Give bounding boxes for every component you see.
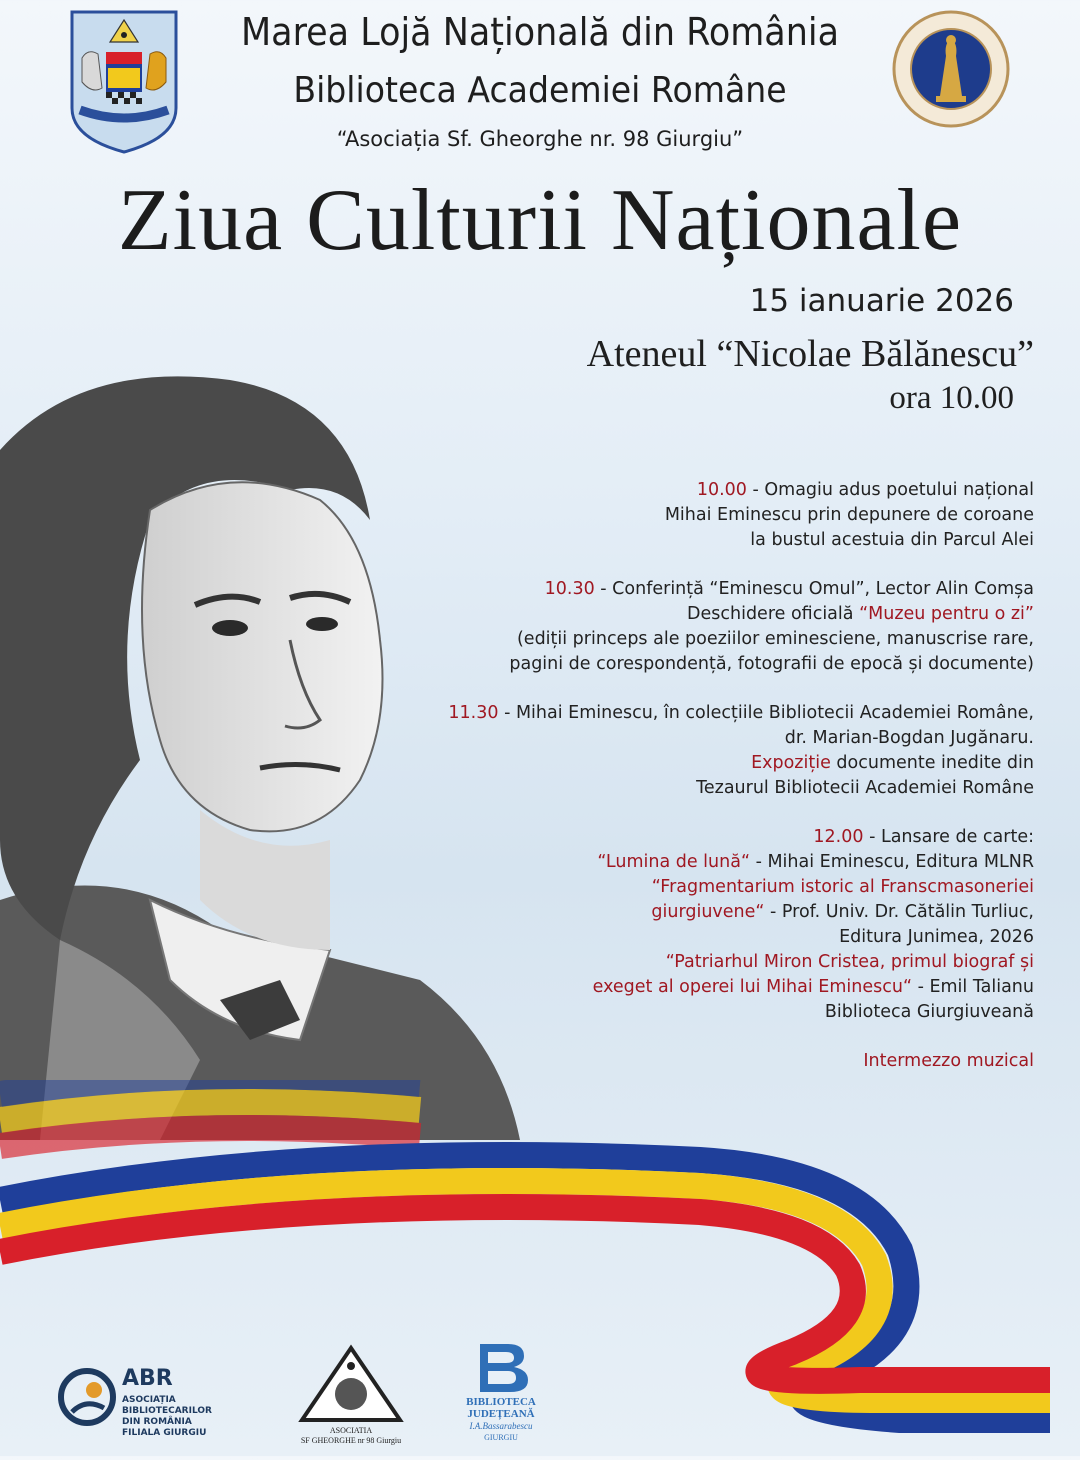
program-time: 10.00 (696, 480, 747, 500)
abr-name-line1: ASOCIAȚIA BIBLIOTECARILOR (122, 1395, 212, 1416)
organizer-line-3: “Asociația Sf. Gheorghe nr. 98 Giurgiu” (336, 127, 744, 151)
program-schedule (314, 478, 1034, 1098)
program-text: - Conferință “Eminescu Omul”, Lector Alin Comșa (594, 579, 1034, 599)
abr-acronym: ABR (122, 1366, 173, 1391)
program-text: Tezaurul Bibliotecii Academiei Române (696, 778, 1034, 798)
program-text: - Mihai Eminescu, Editura MLNR (750, 852, 1034, 872)
program-highlight: “Patriarhul Miron Cristea, primul biograf și (665, 952, 1034, 972)
program-time: 11.30 (448, 703, 499, 723)
program-text: Mihai Eminescu prin depunere de coroane (664, 505, 1034, 525)
program-text: Biblioteca Giurgiuveană (824, 1002, 1034, 1022)
bj-name-line3: I.A.Bassarabescu (469, 1421, 533, 1431)
program-highlight: Expoziție (751, 753, 831, 773)
program-highlight: exeget al operei lui Mihai Eminescu“ (592, 977, 913, 997)
sf-gheorghe-association-logo (296, 1344, 406, 1448)
program-highlight: Intermezzo muzical (863, 1051, 1034, 1071)
program-text: documente inedite din (830, 753, 1034, 773)
program-text: - Prof. Univ. Dr. Cătălin Turliuc, (764, 902, 1034, 922)
program-text: pagini de corespondență, fotografii de epocă și documente) (509, 654, 1034, 674)
abr-emblem-icon (58, 1368, 116, 1426)
event-time: ora 10.00 (889, 380, 1014, 416)
program-text: dr. Marian-Bogdan Jugănaru. (784, 728, 1034, 748)
program-text: Editura Junimea, 2026 (839, 927, 1034, 947)
page-title: Ziua Culturii Naționale (117, 172, 963, 269)
program-highlight: “Muzeu pentru o zi” (859, 604, 1034, 624)
program-item-1030 (314, 577, 1034, 677)
biblioteca-judeteana-logo (458, 1340, 544, 1452)
program-item-1130 (314, 701, 1034, 801)
program-time: 12.00 (813, 827, 864, 847)
sfg-name-line2: SF GHEORGHE nr 98 Giurgiu (300, 1436, 402, 1445)
program-text: - Mihai Eminescu, în colecțiile Bibliotecii Academiei Române, (498, 703, 1034, 723)
program-item-1200 (314, 825, 1034, 1025)
abr-name-line3: FILIALA GIURGIU (122, 1428, 207, 1438)
bj-name-line2: JUDEȚEANĂ (467, 1408, 535, 1420)
bj-name-line1: BIBLIOTECA (466, 1396, 536, 1408)
event-venue: Ateneul “Nicolae Bălănescu” (586, 333, 1034, 375)
program-text: - Omagiu adus poetului național (746, 480, 1034, 500)
program-text: - Emil Talianu (912, 977, 1034, 997)
organizer-line-2: Biblioteca Academiei Române (293, 70, 787, 111)
program-text: - Lansare de carte: (863, 827, 1034, 847)
program-highlight: “Lumina de lună“ (597, 852, 751, 872)
program-highlight: giurgiuvene“ (651, 902, 765, 922)
program-text: Deschidere oficială (687, 604, 860, 624)
event-date: 15 ianuarie 2026 (749, 283, 1014, 319)
abr-logo (58, 1364, 268, 1438)
program-text: (ediții princeps ale poeziilor eminesciene, manuscrise rare, (516, 629, 1034, 649)
program-item-1000 (314, 478, 1034, 553)
book-b-icon (458, 1340, 544, 1394)
program-highlight: “Fragmentarium istoric al Franscmasoneriei (651, 877, 1034, 897)
program-time: 10.30 (544, 579, 595, 599)
triangle-emblem-icon (296, 1344, 406, 1424)
sfg-name-line1: ASOCIATIA (329, 1426, 373, 1435)
program-item-intermezzo (314, 1049, 1034, 1074)
organizer-line-1: Marea Lojă Națională din România (240, 10, 840, 54)
program-text: la bustul acestuia din Parcul Alei (750, 530, 1034, 550)
bj-name-line4: GIURGIU (484, 1433, 518, 1442)
abr-name-line2: DIN ROMÂNIA (122, 1417, 192, 1427)
